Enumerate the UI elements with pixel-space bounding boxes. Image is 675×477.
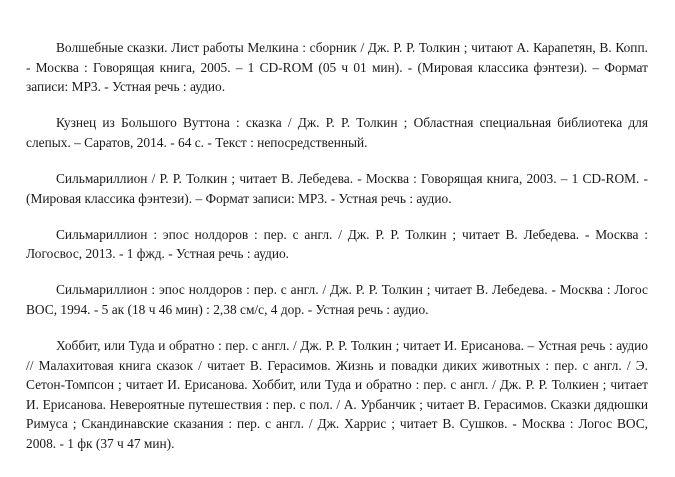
bibliography-entry: Волшебные сказки. Лист работы Мелкина : сборник / Дж. Р. Р. Толкин ; читают А. Карапетян, В. Копп. - Москва : Говорящая книга, 2005. – 1 CD-ROM (05 ч 01 мин). - (Мировая классика фэнтези). – Формат записи: MP3. - Устная речь : аудио. [26, 40, 648, 95]
bibliography-entry: Сильмариллион / Р. Р. Толкин ; читает В. Лебедева. - Москва : Говорящая книга, 2003. – 1 CD-ROM. - (Мировая классика фэнтези). – Формат записи: MP3. - Устная речь : аудио. [26, 170, 648, 206]
bibliography-entry: Кузнец из Большого Вуттона : сказка / Дж. Р. Р. Толкин ; Областная специальная библиотека для слепых. – Саратов, 2014. - 64 с. - Текст : непосредственный. [26, 115, 648, 150]
bibliography-entry: Хоббит, или Туда и обратно : пер. с англ. / Дж. Р. Р. Толкин ; читает И. Ерисанова. – Устная речь : аудио // Малахитовая книга сказок / читает В. Герасимов. Жизнь и повадки диких животных : пер. с англ. / Э. Сетон-Томпсон ; читает И. Ерисанова. Хоббит, или Туда и обратно : пер. с англ. / Дж. Р. Р. Толкиен ; читает И. Ерисанова. Невероятные путешествия : пер. с пол. / А. Урбанчик ; читает В. Герасимов. Сказки дядюшки Римуса ; Скандинавские сказания : пер. с англ. / Дж. Харрис ; читает В. Сушков. - Москва : Логос ВОС, 2008. - 1 фк (37 ч 47 мин). [26, 338, 648, 451]
bibliography-entry: Сильмариллион : эпос нолдоров : пер. с англ. / Дж. Р. Р. Толкин ; читает В. Лебедева. - Москва : Логос ВОС, 1994. - 5 ак (18 ч 46 мин) : 2,38 см/с, 4 дор. - Устная речь : аудио. [26, 282, 648, 317]
bibliography-list [26, 38, 648, 470]
bibliography-entry: Сильмариллион : эпос нолдоров : пер. с англ. / Дж. Р. Р. Толкин ; читает В. Лебедева. - Москва : Логосвос, 2013. - 1 фжд. - Устная речь : аудио. [26, 226, 648, 262]
